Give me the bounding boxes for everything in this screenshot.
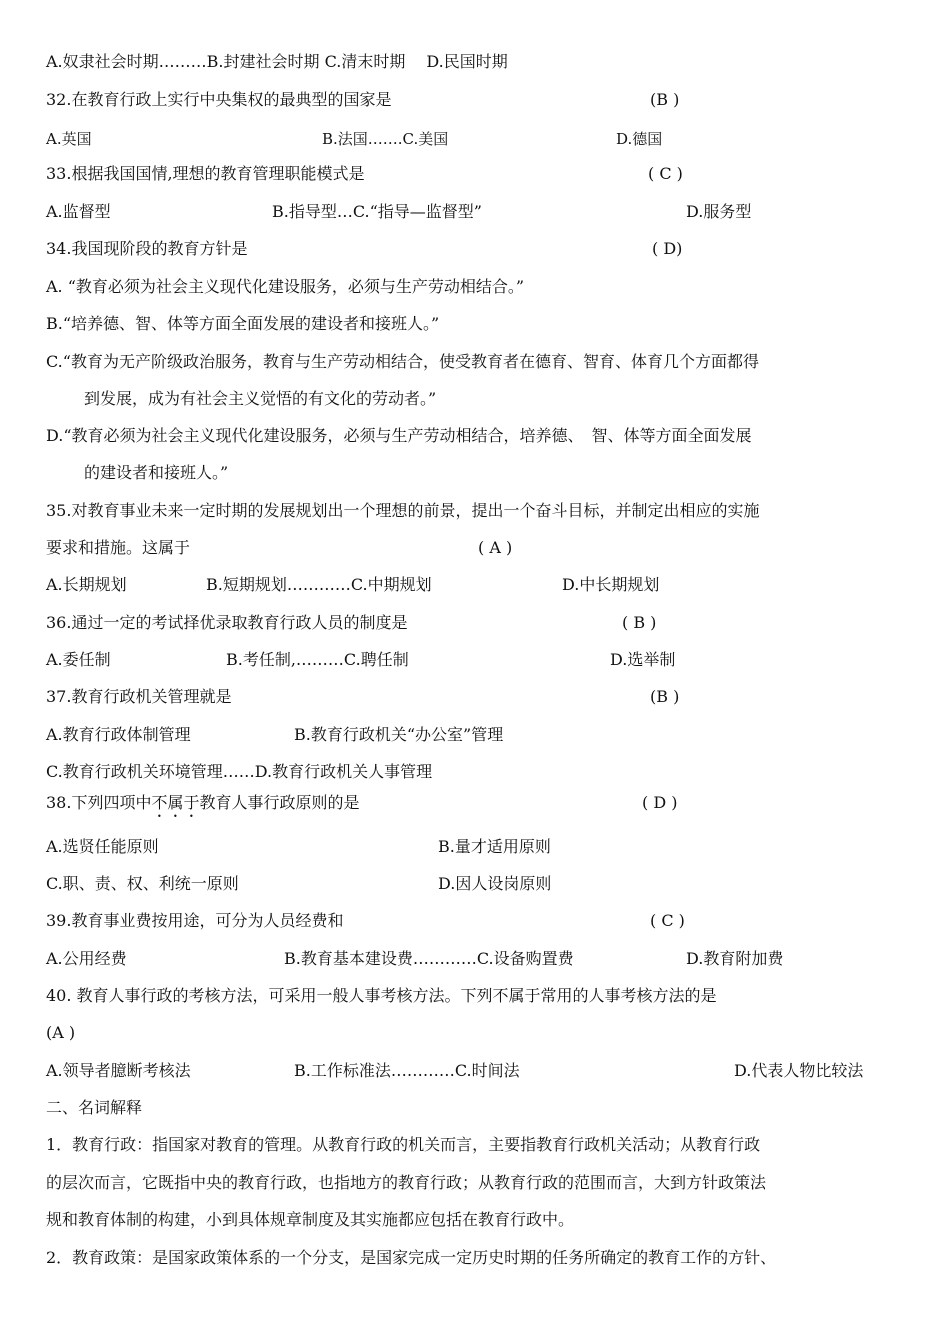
q35-option-d: D.中长期规划 (562, 575, 660, 594)
q34-option-c-line1: C.“教育为无产阶级政治服务，教育与生产劳动相结合，使受教育者在德育、智育、体育几个方面都得 (46, 352, 759, 371)
term-1-text-3: 规和教育体制的构建，小到具体规章制度及其实施都应包括在教育行政中。 (46, 1210, 575, 1229)
q36-stem: 36.通过一定的考试择优录取教育行政人员的制度是 (46, 613, 408, 632)
q34-option-a-text: A. “教育必须为社会主义现代化建设服务，必须与生产劳动相结合。” (46, 277, 525, 296)
q34-option-a (46, 276, 524, 298)
q35-stem-line2: 要求和措施。这属于 (46, 538, 191, 557)
q33-option-bc: B.指导型…C.“指导—监督型” (272, 202, 482, 221)
q34-answer: ( D) (652, 239, 683, 258)
q34-option-c-line2: 到发展，成为有社会主义觉悟的有文化的劳动者。” (84, 389, 437, 408)
q34-option-d-line2: 的建设者和接班人。” (84, 463, 229, 482)
q35-option-a: A.长期规划 (46, 575, 127, 594)
q32-stem: 32.在教育行政上实行中央集权的最典型的国家是 (46, 90, 392, 109)
q38-stem (46, 792, 359, 821)
term-2-line1 (46, 1247, 776, 1269)
term-1-line1 (46, 1134, 760, 1156)
q31-options-text: A.奴隶社会时期………B.封建社会时期 C.清末时期 D.民国时期 (46, 52, 508, 71)
q32-option-a: A.英国 (46, 130, 92, 148)
q32-option-bc: B.法国…….C.美国 (322, 130, 449, 148)
q33-option-d: D.服务型 (686, 202, 752, 221)
q34-option-d-cont (84, 462, 228, 484)
q38-option-b: B.量才适用原则 (438, 837, 551, 856)
q37-stem: 37.教育行政机关管理就是 (46, 687, 232, 706)
q34-option-c-cont (84, 388, 436, 410)
q38-stem-emphasis: 不属于 (151, 793, 200, 812)
q36-answer: ( B ) (622, 613, 657, 632)
q34-stem: 34.我国现阶段的教育方针是 (46, 239, 248, 258)
term-2-text-1: 2．教育政策：是国家政策体系的一个分支，是国家完成一定历史时期的任务所确定的教育工作的方针、 (46, 1248, 777, 1267)
q38-option-a: A.选贤任能原则 (46, 837, 159, 856)
q34-option-b-text: B.“培养德、智、体等方面全面发展的建设者和接班人。” (46, 314, 440, 333)
q39-option-bc: B.教育基本建设费…………C.设备购置费 (284, 949, 574, 968)
q38-option-c: C.职、责、权、利统一原则 (46, 874, 239, 893)
q37-option-a: A.教育行政体制管理 (46, 725, 191, 744)
question-40 (46, 985, 717, 1007)
q40-answer: (A ) (46, 1023, 76, 1042)
q39-option-d: D.教育附加费 (686, 949, 784, 968)
q40-option-bc: B.工作标准法…………C.时间法 (294, 1061, 520, 1080)
q40-stem: 40. 教育人事行政的考核方法，可采用一般人事考核方法。下列不属于常用的人事考核方法的是 (46, 986, 717, 1005)
q35-option-bc: B.短期规划…………C.中期规划 (206, 575, 432, 594)
q33-option-a: A.监督型 (46, 202, 111, 221)
q33-answer: ( C ) (648, 164, 683, 183)
q31-options (46, 51, 508, 73)
q38-option-d: D.因人设岗原则 (438, 874, 552, 893)
q40-option-a: A.领导者臆断考核法 (46, 1061, 191, 1080)
q37-option-b: B.教育行政机关“办公室”管理 (294, 725, 504, 744)
q34-option-d (46, 425, 752, 447)
section-2-title: 二、名词解释 (46, 1098, 143, 1117)
q35-answer: ( A ) (478, 538, 513, 557)
term-1-text-2: 的层次而言，它既指中央的教育行政，也指地方的教育行政；从教育行政的范围而言，大到方针政策法 (46, 1173, 767, 1192)
q34-option-b (46, 313, 439, 335)
q36-option-d: D.选举制 (610, 650, 676, 669)
q34-option-d-line1: D.“教育必须为社会主义现代化建设服务，必须与生产劳动相结合，培养德、 智、体等方面全面发展 (46, 426, 752, 445)
q40-option-d: D.代表人物比较法 (734, 1061, 864, 1080)
question-35 (46, 500, 759, 522)
term-1-line2 (46, 1172, 766, 1194)
q36-option-bc: B.考任制,………C.聘任制 (226, 650, 409, 669)
q38-stem-pre: 38.下列四项中 (46, 793, 152, 812)
question-40-answer-line (46, 1022, 75, 1044)
q39-answer: ( C ) (650, 911, 685, 930)
section-heading (46, 1097, 142, 1119)
q34-option-c (46, 351, 759, 373)
q37-answer: (B ) (650, 687, 680, 706)
q35-stem-line1: 35.对教育事业未来一定时期的发展规划出一个理想的前景，提出一个奋斗目标，并制定出相应的实施 (46, 501, 760, 520)
q39-option-a: A.公用经费 (46, 949, 127, 968)
q33-stem: 33.根据我国国情,理想的教育管理职能模式是 (46, 164, 365, 183)
q37-options-cd (46, 761, 432, 783)
q37-option-cd: C.教育行政机关环境管理……D.教育行政机关人事管理 (46, 762, 433, 781)
q36-option-a: A.委任制 (46, 650, 111, 669)
q38-stem-post: 教育人事行政原则的是 (199, 793, 360, 812)
term-1-line3 (46, 1209, 574, 1231)
q32-option-d: D.德国 (616, 130, 663, 148)
q32-answer: (B ) (650, 90, 680, 109)
q39-stem: 39.教育事业费按用途，可分为人员经费和 (46, 911, 344, 930)
term-1-text-1: 1．教育行政：指国家对教育的管理。从教育行政的机关而言，主要指教育行政机关活动；从教育行政 (46, 1135, 761, 1154)
q38-answer: ( D ) (642, 793, 678, 812)
